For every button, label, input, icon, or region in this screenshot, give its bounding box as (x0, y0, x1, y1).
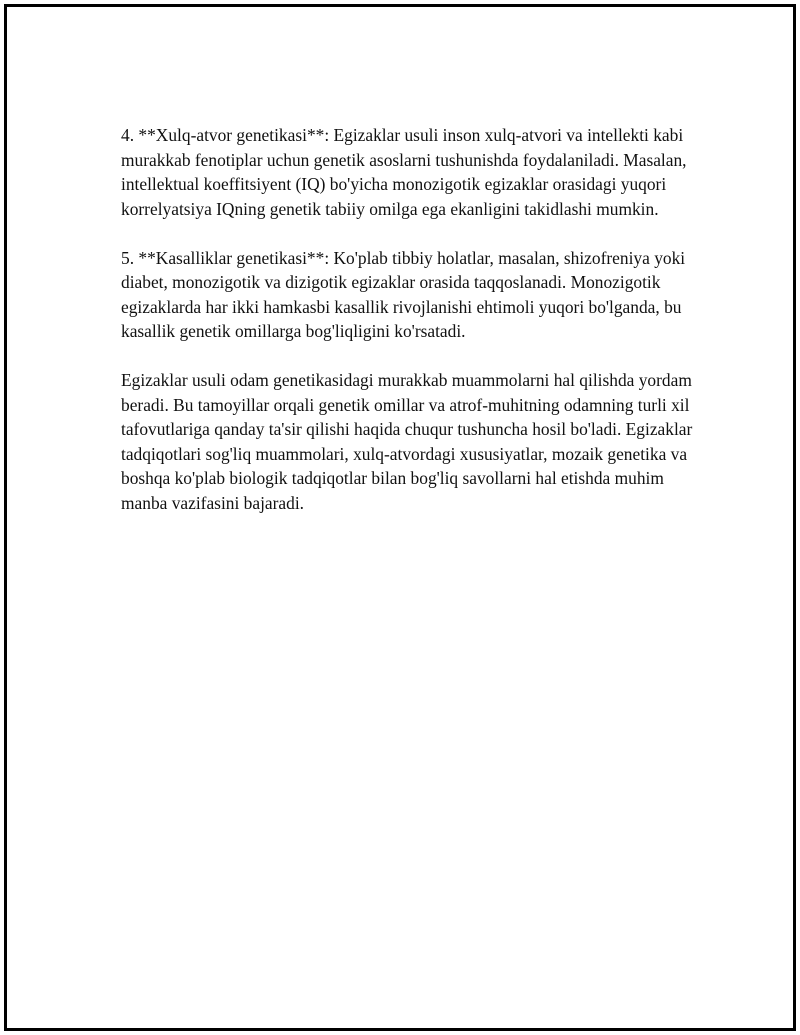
paragraph-conclusion: Egizaklar usuli odam genetikasidagi murakkab muammolarni hal qilishda yordam beradi. Bu tamoyillar orqali genetik omillar va atrof-muhitning odamning turli xil tafovutlariga qanday ta'sir qilishi haqida chuqur tushuncha hosil bo'ladi. Egizaklar tadqiqotlari sog'liq muammolari, xulq-atvordagi xususiyatlar, mozaik genetika va boshqa ko'plab biologik tadqiqotlar bilan bog'liq savollarni hal etishda muhim manba vazifasini bajaradi. (121, 370, 693, 513)
paragraph-disease-genetics: 5. **Kasalliklar genetikasi**: Ko'plab tibbiy holatlar, masalan, shizofreniya yoki diabet, monozigotik va dizigotik egizaklar orasida taqqoslanadi. Monozigotik egizaklarda har ikki hamkasbi kasallik rivojlanishi ehtimoli yuqori bo'lganda, bu kasallik genetik omillarga bog'liqligini ko'rsatadi. (121, 247, 686, 341)
document-body (121, 123, 701, 540)
paragraph-behavior-genetics: 4. **Xulq-atvor genetikasi**: Egizaklar usuli inson xulq-atvori va intellekti kabi murakkab fenotiplar uchun genetik asoslarni tushunishda foydalaniladi. Masalan, intellektual koeffitsiyent (IQ) bo'yicha monozigotik egizaklar orasidagi yuqori korrelyatsiya IQning genetik tabiiy omilga ega ekanligini takidlashi mumkin. (121, 125, 687, 219)
page-frame (4, 4, 796, 1031)
